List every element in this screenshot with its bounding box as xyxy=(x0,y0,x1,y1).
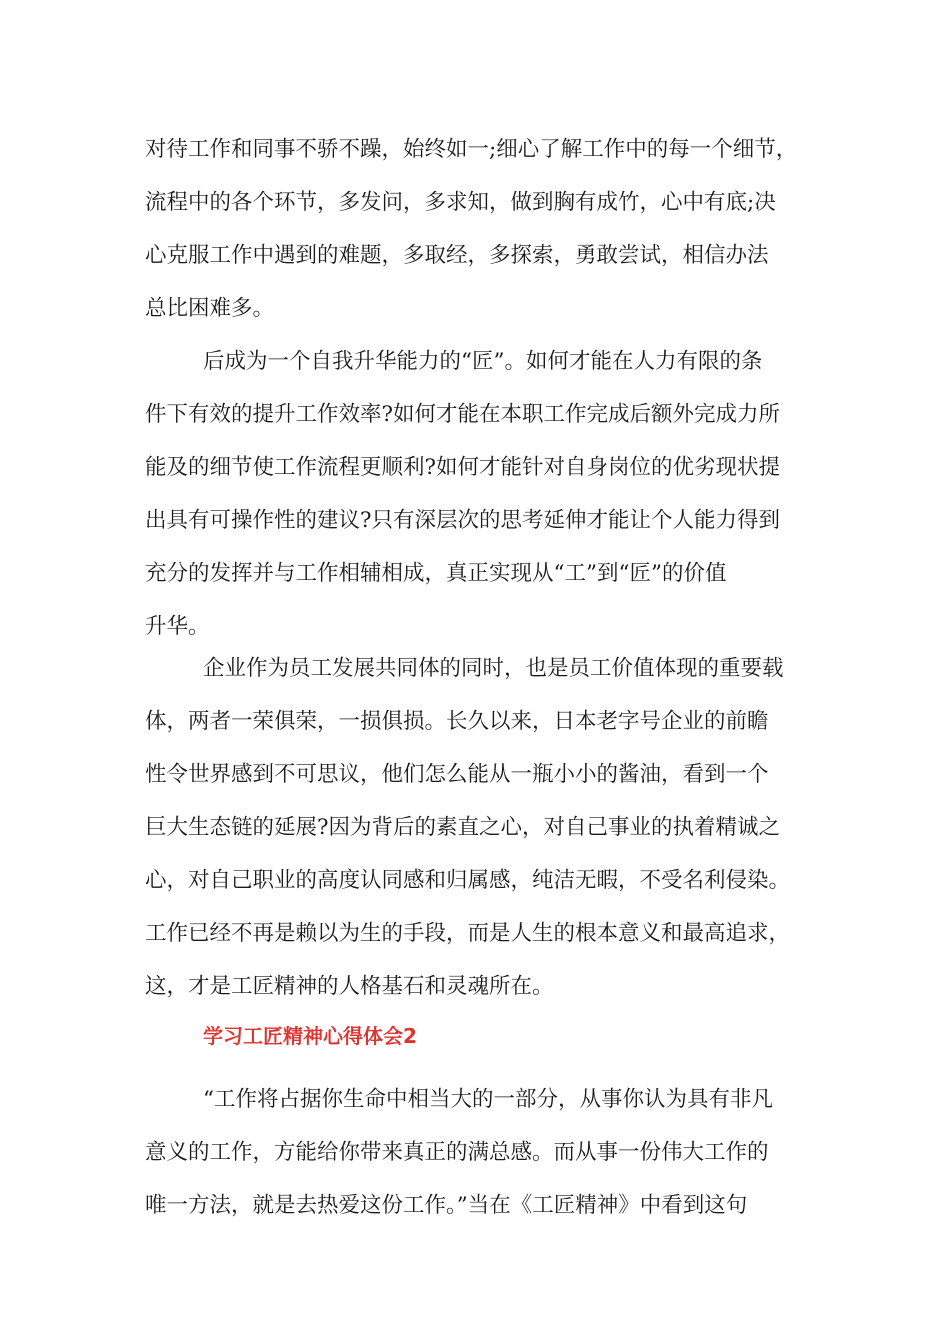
paragraph-line: 后成为一个自我升华能力的“匠”。如何才能在人力有限的条 xyxy=(203,349,763,374)
paragraph-3 xyxy=(145,642,815,1013)
paragraph-line: 唯一方法，就是去热爱这份工作。”当在《工匠精神》中看到这句 xyxy=(145,1193,748,1218)
paragraph-line: 升华。 xyxy=(145,614,210,639)
paragraph-line: 意义的工作，方能给你带来真正的满总感。而从事一份伟大工作的 xyxy=(145,1140,769,1165)
section-heading: 学习工匠精神心得体会2 xyxy=(203,1024,417,1048)
paragraph-4 xyxy=(145,1073,815,1232)
paragraph-line: 体，两者一荣俱荣，一损俱损。长久以来，日本老字号企业的前瞻 xyxy=(145,709,769,734)
paragraph-line: 心，对自己职业的高度认同感和归属感，纯洁无暇，不受名利侵染。 xyxy=(145,868,791,893)
paragraph-line: 工作已经不再是赖以为生的手段，而是人生的根本意义和最高追求， xyxy=(145,921,791,946)
paragraph-line: 企业作为员工发展共同体的同时，也是员工价值体现的重要载 xyxy=(203,656,784,681)
paragraph-line: 能及的细节使工作流程更顺利?如何才能针对自身岗位的优劣现状提 xyxy=(145,455,781,480)
paragraph-line: 件下有效的提升工作效率?如何才能在本职工作完成后额外完成力所 xyxy=(145,402,781,427)
paragraph-line: 心克服工作中遇到的难题，多取经，多探索，勇敢尝试，相信办法 xyxy=(145,243,769,268)
paragraph-line: 总比困难多。 xyxy=(145,296,275,321)
paragraph-line: 流程中的各个环节，多发问，多求知，做到胸有成竹，心中有底;决 xyxy=(145,190,776,215)
paragraph-line: 这，才是工匠精神的人格基石和灵魂所在。 xyxy=(145,974,554,999)
paragraph-2 xyxy=(145,335,815,653)
paragraph-line: 出具有可操作性的建议?只有深层次的思考延伸才能让个人能力得到 xyxy=(145,508,781,533)
paragraph-line: 充分的发挥并与工作相辅相成，真正实现从“工”到“匠”的价值 xyxy=(145,561,727,586)
paragraph-line: 性令世界感到不可思议，他们怎么能从一瓶小小的酱油，看到一个 xyxy=(145,762,769,787)
paragraph-line: 对待工作和同事不骄不躁，始终如一;细心了解工作中的每一个细节， xyxy=(145,137,798,162)
paragraph-1 xyxy=(145,123,815,335)
paragraph-line: “工作将占据你生命中相当大的一部分，从事你认为具有非凡 xyxy=(203,1087,773,1112)
paragraph-line: 巨大生态链的延展?因为背后的素直之心，对自己事业的执着精诚之 xyxy=(145,815,781,840)
